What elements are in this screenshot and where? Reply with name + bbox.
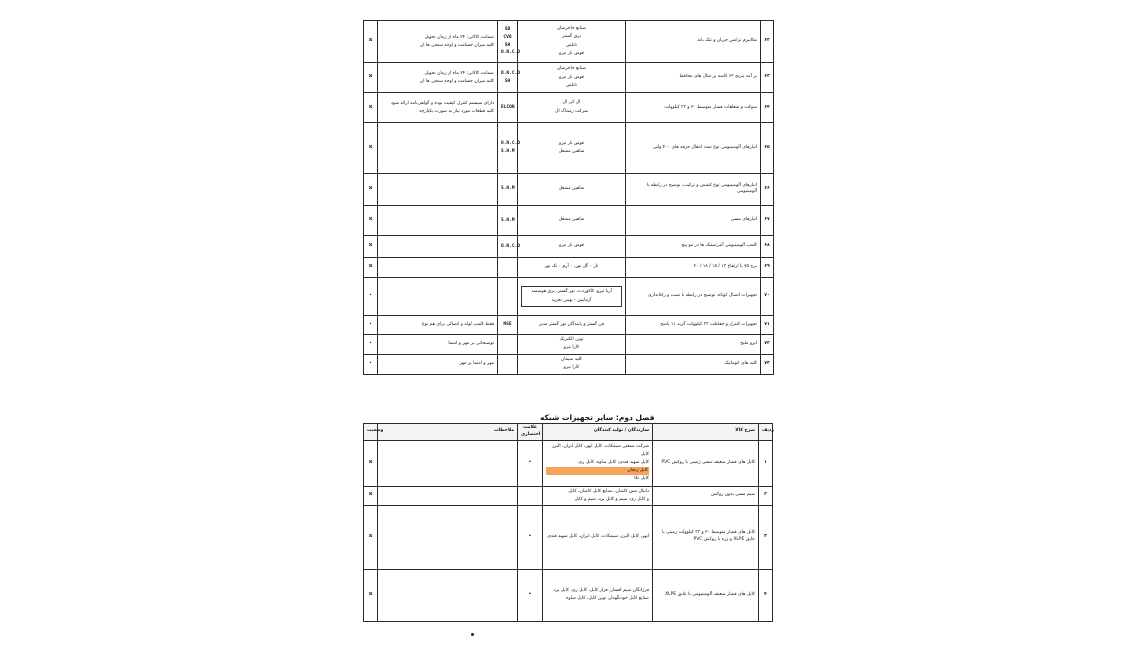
row-manufacturers <box>543 440 653 486</box>
row-manufacturers <box>518 354 626 374</box>
row-number: ۶۷ <box>761 205 774 235</box>
note-line: توضیحاتی بر مهر و امضا <box>448 341 494 347</box>
row-notes <box>378 354 498 374</box>
document-sheet-lower <box>363 423 773 617</box>
equipment-table-upper <box>363 20 774 375</box>
row-status-mark: • <box>364 334 378 354</box>
manufacturer-name: و کابل ری، سیم و کابل یزد، سیم و کابل <box>574 496 649 502</box>
manufacturer-list <box>521 99 622 116</box>
manufacturer-code: ELCON <box>501 105 515 111</box>
row-notes <box>378 505 518 569</box>
manufacturer-name: تابلش <box>565 42 578 48</box>
row-notes <box>378 123 498 173</box>
manufacturer-name: دانیال مس کاشان، صنایع کابل کاشان، کابل <box>568 488 649 494</box>
row-status-mark: ⊠ <box>364 21 378 63</box>
row-manufacturers <box>518 21 626 63</box>
row-number: ۱ <box>759 440 773 486</box>
manufacturer-name: کابل زنجان <box>546 467 649 475</box>
manufacturer-code: CVO <box>503 34 512 40</box>
row-description: کابل های فشار ضعیف آلومینیومی با عایق XLPE <box>653 569 759 621</box>
row-manufacturers <box>518 93 626 123</box>
manufacturer-list <box>546 443 649 483</box>
row-description: انبارهای آلومینیومی نوع تمدد انتقال جرقه های ۴۰۰ ولتی <box>626 123 761 173</box>
manufacturer-code: S.H.M <box>501 186 515 192</box>
row-codes <box>498 63 518 93</box>
manufacturer-name: برق گستر <box>562 34 581 40</box>
manufacturer-list <box>546 587 649 603</box>
row-notes <box>378 173 498 205</box>
table-row <box>364 505 773 569</box>
manufacturer-code: • <box>528 534 532 540</box>
row-status-mark: • <box>364 354 378 374</box>
row-status-mark: ⊠ <box>364 63 378 93</box>
row-description: انبارهای مسی <box>626 205 761 235</box>
table-row <box>364 63 774 93</box>
manufacturer-list <box>521 216 622 225</box>
table-row <box>364 316 774 334</box>
row-codes <box>498 21 518 63</box>
row-status-mark: ⊠ <box>364 93 378 123</box>
manufacturer-name: شاهین مشعل <box>558 217 585 223</box>
manufacturer-code: O.N.C.O <box>501 71 520 77</box>
row-number: ۲ <box>759 486 773 505</box>
row-codes <box>498 93 518 123</box>
manufacturer-code: O.N.C.O <box>501 50 520 56</box>
row-status-mark: ⊠ <box>364 505 378 569</box>
header-row-number: ردیف <box>759 424 773 441</box>
row-notes <box>378 486 518 505</box>
document-sheet-upper <box>363 20 773 375</box>
row-description: کلید های اتوماتیک <box>626 354 761 374</box>
manufacturer-list <box>521 242 622 251</box>
row-number: ۶۵ <box>761 123 774 173</box>
row-number: ۳ <box>759 505 773 569</box>
row-notes <box>378 278 498 316</box>
row-status-mark: ⊠ <box>364 258 378 278</box>
manufacturer-code: S.H.M <box>501 217 515 223</box>
row-description: بر آمد تیرنج ۶۳ کاسه بر مثال های محافظ <box>626 63 761 93</box>
section-title: فصل دوم: سایر تجهیزات شبکه <box>540 413 655 422</box>
note-line: کلیه قطعات مورد نیاز به صورت یکپارچه <box>419 108 494 114</box>
row-notes <box>378 236 498 258</box>
manufacturer-list <box>546 488 649 504</box>
table-row <box>364 205 774 235</box>
manufacturer-name: قوس نار نیرو <box>559 243 584 249</box>
row-number: ۷۲ <box>761 334 774 354</box>
manufacturer-name: شاهین مشعل <box>558 149 585 155</box>
row-number: ۶۴ <box>761 93 774 123</box>
manufacturer-list <box>521 336 622 353</box>
manufacturer-code: O.N.C.O <box>501 141 520 147</box>
manufacturer-name: فن گستر و پایندگان نور گستر مدیر <box>539 321 604 327</box>
manufacturer-code: • <box>528 460 532 466</box>
manufacturer-name: کارا نیرو <box>563 365 580 371</box>
row-manufacturers <box>518 316 626 334</box>
row-manufacturers <box>518 258 626 278</box>
manufacturer-list <box>521 65 622 91</box>
row-status-mark: ⊠ <box>364 440 378 486</box>
row-codes <box>498 278 518 316</box>
manufacturer-code: O.N.C.O <box>501 243 520 249</box>
manufacturer-name: صنایع جاجرمیان <box>556 25 587 31</box>
table-row <box>364 278 774 316</box>
row-codes <box>518 569 543 621</box>
row-description: تجهیزات کنترل و حفاظت ۳۳ کیلوولت گرید ۱۱ پاسخ <box>626 316 761 334</box>
row-codes <box>498 334 518 354</box>
manufacturer-list <box>521 286 622 307</box>
row-status-mark: ⊠ <box>364 123 378 173</box>
row-codes <box>498 258 518 278</box>
row-description: کابل های فشار ضعیف مسی زمینی با روکش PVC <box>653 440 759 486</box>
note-line: دارای سیستم کنترل کیفیت بوده و گواهی‌نامه ارائه شود <box>390 100 494 106</box>
header-codes: علامت اختصاری <box>518 424 543 441</box>
manufacturer-name: صنایع جاجرمیان <box>556 65 587 71</box>
row-manufacturers <box>543 486 653 505</box>
row-manufacturers <box>518 173 626 205</box>
row-status-mark: ⊠ <box>364 236 378 258</box>
row-status-mark: ⊠ <box>364 486 378 505</box>
note-line: ضمانت کالاتی: ۲۴ ماه از زمان تحویل <box>424 70 494 76</box>
row-codes <box>518 440 543 486</box>
manufacturer-code: SH <box>504 78 511 84</box>
row-number: ۶۲ <box>761 21 774 63</box>
note-line: کلیه میزان جسامت و اوجه سنجی ها ان <box>419 42 494 48</box>
row-number: ۶۳ <box>761 63 774 93</box>
row-codes <box>498 123 518 173</box>
table-row <box>364 173 774 205</box>
manufacturer-name: کابل نکا <box>634 476 649 482</box>
row-codes <box>518 486 543 505</box>
manufacturer-code: SH <box>504 42 511 48</box>
header-status: وضعیت <box>364 424 378 441</box>
manufacturer-name: آریا نیرو، کاکوردت، نور گستر، برق هوشمند <box>531 289 612 295</box>
row-codes <box>498 354 518 374</box>
manufacturer-name: شاهین مشعل <box>558 186 585 192</box>
row-description: تجهیزات اتصال کوتاه، توضیح در رابطه با نصب و راه‌اندازی <box>626 278 761 316</box>
manufacturer-code: S.H.M <box>501 149 515 155</box>
note-line: فقط کلمپ لوله و اتصالی برای هم نوع <box>421 321 494 327</box>
row-number: ۷۱ <box>761 316 774 334</box>
table-row <box>364 258 774 278</box>
row-notes <box>378 21 498 63</box>
table-header-row <box>364 424 773 441</box>
note-line: ضمانت کالاتی: ۲۴ ماه از زمان تحویل <box>424 34 494 40</box>
manufacturer-name: قوس نار نیرو <box>559 51 584 57</box>
table-row <box>364 334 774 354</box>
row-manufacturers <box>518 278 626 316</box>
row-number: ۶۸ <box>761 236 774 258</box>
row-description: سوکت و متعلقات فشار متوسط ۲۰ و ۳۳ کیلوولت <box>626 93 761 123</box>
manufacturer-name: نار ۰ گل نور، ۰ آرم ۰ تک نور <box>544 264 599 270</box>
row-description: ایزو ملیح <box>626 334 761 354</box>
row-description: انبارهای آلومینیومی نوع کشش و ترکیب، توضیح در رابطه با آلومینیومی <box>626 173 761 205</box>
table-row <box>364 123 774 173</box>
row-codes <box>498 173 518 205</box>
manufacturer-code: SD <box>504 27 511 33</box>
row-notes <box>378 63 498 93</box>
row-description: کابل های فشار متوسط ۲۰ و ۳۳ کیلوولت زمینی با عایق XLPE و زره با روکش PVC <box>653 505 759 569</box>
row-manufacturers <box>518 123 626 173</box>
table-row <box>364 440 773 486</box>
table-row <box>364 486 773 505</box>
row-notes <box>378 440 518 486</box>
manufacturer-name: نوین الکتریک <box>559 336 584 342</box>
manufacturer-list <box>521 263 622 272</box>
row-codes <box>498 316 518 334</box>
header-makers: سازندگان / تولید کنندگان <box>543 424 653 441</box>
row-status-mark: ⊠ <box>364 173 378 205</box>
page-mark-dot <box>471 633 474 636</box>
manufacturer-list <box>521 321 622 330</box>
manufacturer-list <box>521 356 622 373</box>
row-manufacturers <box>518 334 626 354</box>
manufacturer-list <box>546 533 649 541</box>
row-description: سیم مسی بدون روکش <box>653 486 759 505</box>
table-row <box>364 21 774 63</box>
row-notes <box>378 258 498 278</box>
manufacturer-name: آزمایش - بهمن تجرید <box>551 297 592 303</box>
note-line: مهر و امضا بر مهر <box>459 361 494 367</box>
row-codes <box>518 505 543 569</box>
row-number: ۷۳ <box>761 354 774 374</box>
row-description: کلمپ آلومینیومی آنتی‌ستیک ها در مو پیچ <box>626 236 761 258</box>
equipment-table-lower <box>363 423 773 622</box>
row-status-mark: • <box>364 278 378 316</box>
row-codes <box>498 236 518 258</box>
manufacturer-name: کلید سیمان <box>560 356 583 362</box>
row-manufacturers <box>543 569 653 621</box>
table-row <box>364 569 773 621</box>
row-notes <box>378 316 498 334</box>
manufacturer-name: فرزانگان سیم افشار، فراز کابل، کابل ری، کابل یزد <box>553 588 649 594</box>
manufacturer-list <box>521 25 622 59</box>
row-status-mark: ⊠ <box>364 569 378 621</box>
manufacturer-name: قوس نار نیرو <box>559 140 584 146</box>
row-description: برج ۷۵ با ارتفاع ۱۳ / ۱۵ / ۱۸ / ۲۰ <box>626 258 761 278</box>
manufacturer-name: کابل شهید قندی، کابل ساوه، کابل ری، <box>577 459 649 465</box>
row-codes <box>498 205 518 235</box>
row-number: ۴ <box>759 569 773 621</box>
header-description: شرح کالا <box>653 424 759 441</box>
manufacturer-name: صنایع کابل خودنگهدار، نوین کابل، کابل ساوه <box>566 596 649 602</box>
row-notes <box>378 205 498 235</box>
row-number: ۶۹ <box>761 258 774 278</box>
table-row <box>364 93 774 123</box>
table-row <box>364 236 774 258</box>
row-manufacturers <box>518 205 626 235</box>
row-status-mark: ⊠ <box>364 205 378 235</box>
manufacturer-code: • <box>528 592 532 598</box>
manufacturer-name: شرکت صنعتی سیمکات، کابل ابهر، کابل ایران، البرز کابل <box>551 443 649 457</box>
manufacturer-name: کارا نیرو <box>563 345 580 351</box>
manufacturer-name: تابلش <box>565 83 578 89</box>
row-status-mark: • <box>364 316 378 334</box>
row-manufacturers <box>543 505 653 569</box>
row-notes <box>378 93 498 123</box>
manufacturer-code: NSE <box>503 322 512 328</box>
row-description: مکانیزم ترانس جریان و تنک بانه <box>626 21 761 63</box>
row-notes <box>378 569 518 621</box>
manufacturer-name: ال کی ال <box>562 100 581 106</box>
row-manufacturers <box>518 236 626 258</box>
row-number: ۷۰ <box>761 278 774 316</box>
manufacturer-list <box>521 140 622 157</box>
row-number: ۶۶ <box>761 173 774 205</box>
manufacturer-name: قوس نار نیرو <box>559 74 584 80</box>
row-notes <box>378 334 498 354</box>
row-manufacturers <box>518 63 626 93</box>
manufacturer-list <box>521 185 622 194</box>
table-row <box>364 354 774 374</box>
manufacturer-name: شرکت رستاک ال <box>555 108 588 114</box>
header-notes: ملاحظات <box>378 424 518 441</box>
note-line: کلیه میزان جسامت و اوجه سنجی ها ان <box>419 78 494 84</box>
manufacturer-name: ابهر، کابل البرز، سیمکات، کابل ایران، کابل شهید قندی <box>547 534 649 540</box>
